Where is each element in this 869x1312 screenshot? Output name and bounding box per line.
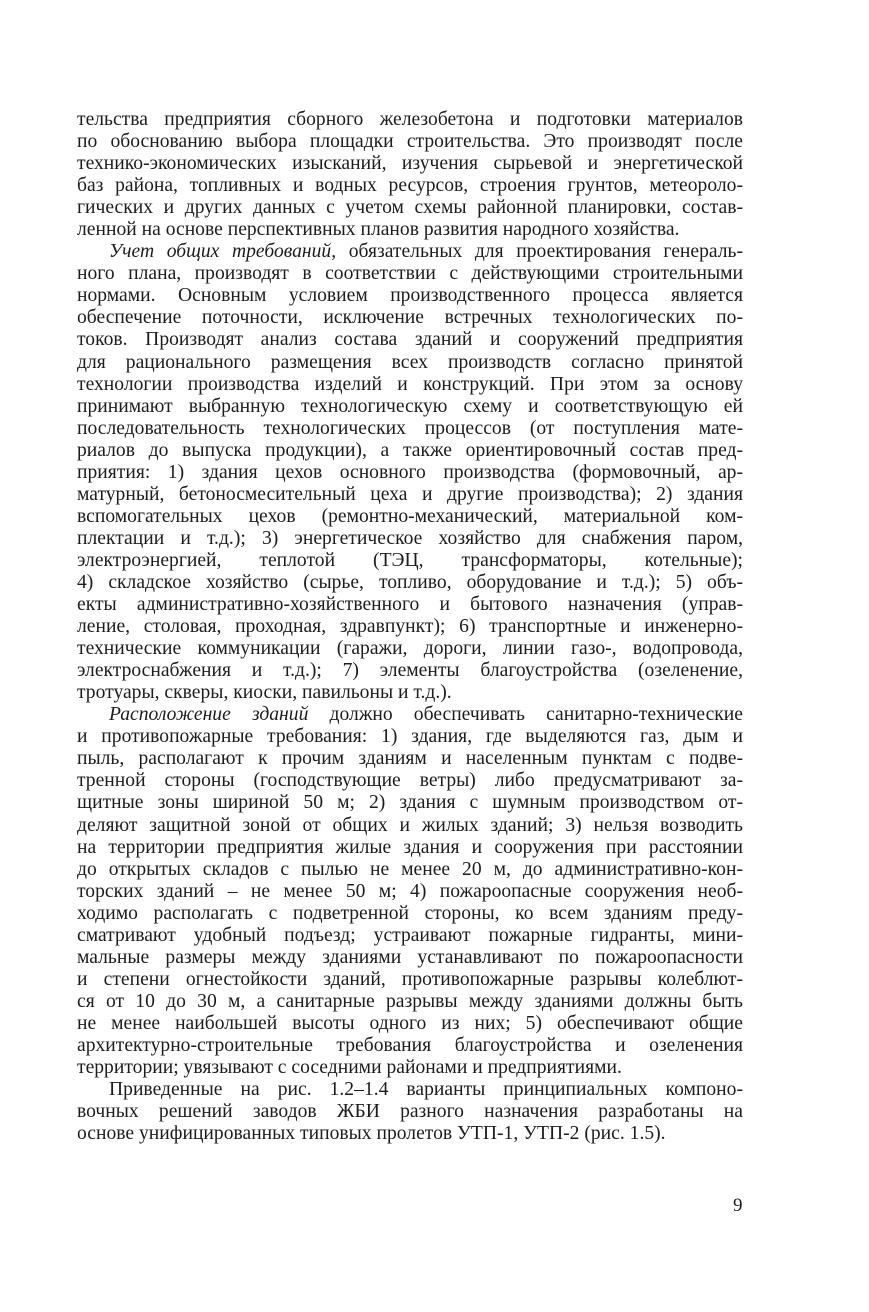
text-line	[77, 1101, 743, 1123]
line-text: архитектурно-строительные требования благоустройства и озеленения	[77, 1034, 743, 1056]
line-text: для рационального размещения всех производств согласно принятой	[77, 351, 743, 373]
line-text: и противопожарные требования: 1) здания, где выделяются газ, дым и	[77, 726, 743, 748]
text-line	[77, 991, 743, 1013]
text-line	[77, 947, 743, 969]
line-text: и степени огнестойкости зданий, противопожарные разрывы колеблют-	[77, 968, 743, 990]
text-line	[77, 903, 743, 925]
text-line	[77, 792, 743, 814]
italic-term: Расположение зданий	[109, 704, 309, 726]
line-text: 4) складское хозяйство (сырье, топливо, оборудование и т.д.); 5) объ-	[77, 571, 743, 593]
line-text: вспомогательных цехов (ремонтно-механический, материальной ком-	[77, 505, 743, 527]
text-line	[77, 550, 743, 572]
text-line	[77, 175, 743, 197]
text-line	[77, 307, 743, 329]
text-line	[77, 263, 743, 285]
line-text: ленной на основе перспективных планов развития народного хозяйства.	[77, 219, 680, 241]
line-text: екты административно-хозяйственного и бытового назначения (управ-	[77, 594, 743, 616]
text-line	[77, 1035, 743, 1057]
line-text: приятия: 1) здания цехов основного производства (формовочный, ар-	[77, 461, 743, 483]
line-text: ся от 10 до 30 м, а санитарные разрывы между зданиями должны быть	[77, 990, 743, 1012]
text-line	[77, 770, 743, 792]
line-text: технические коммуникации (гаражи, дороги, линии газо-, водопровода,	[77, 638, 743, 660]
page-number: 9	[733, 1195, 743, 1216]
text-line	[77, 219, 743, 241]
text-line	[77, 594, 743, 616]
line-text: нормами. Основным условием производственного процесса является	[77, 285, 743, 307]
text-line	[77, 396, 743, 418]
text-line	[77, 109, 743, 131]
text-line	[77, 925, 743, 947]
line-text: торских зданий – не менее 50 м; 4) пожароопасные сооружения необ-	[77, 880, 743, 902]
text-line	[77, 352, 743, 374]
text-line	[77, 1057, 743, 1079]
line-text: ление, столовая, проходная, здравпункт); 6) транспортные и инженерно-	[77, 616, 743, 638]
text-line	[77, 329, 743, 351]
text-line	[77, 704, 743, 726]
line-text: не менее наибольшей высоты одного из них; 5) обеспечивают общие	[77, 1012, 743, 1034]
line-text: территории; увязывают с соседними районами и предприятиями.	[77, 1057, 622, 1079]
body-text	[77, 109, 743, 1145]
line-text: , обязательных для проектирования генераль-	[331, 241, 743, 263]
line-text: на территории предприятия жилые здания и сооружения при расстоянии	[77, 836, 743, 858]
text-line	[77, 484, 743, 506]
line-text: ного плана, производят в соответствии с действующими строительными	[77, 263, 743, 285]
line-text: последовательность технологических процессов (от поступления мате-	[77, 417, 743, 439]
line-text: должно обеспечивать санитарно-технические	[308, 704, 743, 726]
text-line	[77, 837, 743, 859]
line-text: баз района, топливных и водных ресурсов, строения грунтов, метеороло-	[77, 175, 743, 197]
text-line	[77, 638, 743, 660]
line-text: плектации и т.д.); 3) энергетическое хозяйство для снабжения паром,	[77, 527, 743, 549]
text-line	[77, 506, 743, 528]
line-text: сматривают удобный подъезд; устраивают пожарные гидранты, мини-	[77, 924, 743, 946]
text-line	[77, 815, 743, 837]
text-line	[77, 285, 743, 307]
line-text: гических и других данных с учетом схемы районной планировки, состав-	[77, 197, 743, 219]
line-text: матурный, бетоносмесительный цеха и другие производства); 2) здания	[77, 483, 743, 505]
line-text: электроснабжения и т.д.); 7) элементы благоустройства (озеленение,	[77, 660, 743, 682]
text-line	[77, 572, 743, 594]
line-text: щитные зоны шириной 50 м; 2) здания с шумным производством от-	[77, 792, 743, 814]
line-text: вочных решений заводов ЖБИ разного назначения разработаны на	[77, 1101, 743, 1123]
text-line	[77, 969, 743, 991]
text-line	[77, 881, 743, 903]
text-line	[77, 682, 743, 704]
line-text: технико-экономических изысканий, изучения сырьевой и энергетической	[77, 153, 743, 175]
line-text: принимают выбранную технологическую схему и соответствующую ей	[77, 395, 743, 417]
text-line	[77, 1123, 743, 1145]
line-text: технологии производства изделий и конструкций. При этом за основу	[77, 373, 743, 395]
text-line	[77, 374, 743, 396]
text-line	[77, 241, 743, 263]
line-text: риалов до выпуска продукции), а также ориентировочный состав пред-	[77, 439, 743, 461]
text-line	[77, 197, 743, 219]
line-text: тельства предприятия сборного железобетона и подготовки материалов	[77, 109, 743, 130]
line-text: пыль, располагают к прочим зданиям и населенным пунктам с подве-	[77, 748, 743, 770]
text-line	[77, 726, 743, 748]
text-line	[77, 1013, 743, 1035]
line-text: тротуары, скверы, киоски, павильоны и т.д.).	[77, 682, 452, 704]
line-text: тренной стороны (господствующие ветры) либо предусматривают за-	[77, 770, 743, 792]
line-text: по обоснованию выбора площадки строительства. Это производят после	[77, 131, 743, 153]
text-line	[77, 153, 743, 175]
line-text: электроэнергией, теплотой (ТЭЦ, трансформаторы, котельные);	[77, 549, 743, 571]
line-text: мальные размеры между зданиями устанавливают по пожароопасности	[77, 946, 743, 968]
line-text: Приведенные на рис. 1.2–1.4 варианты принципиальных компоно-	[109, 1079, 743, 1101]
text-line	[77, 131, 743, 153]
text-line	[77, 859, 743, 881]
line-text: ходимо располагать с подветренной стороны, ко всем зданиям преду-	[77, 902, 743, 924]
line-text: обеспечение поточности, исключение встречных технологических по-	[77, 307, 743, 329]
line-text: токов. Производят анализ состава зданий и сооружений предприятия	[77, 329, 743, 351]
text-line	[77, 748, 743, 770]
text-line	[77, 616, 743, 638]
text-line	[77, 462, 743, 484]
text-line	[77, 418, 743, 440]
line-text: до открытых складов с пылью не менее 20 м, до административно-кон-	[77, 858, 743, 880]
line-text: основе унифицированных типовых пролетов УТП-1, УТП-2 (рис. 1.5).	[77, 1123, 666, 1145]
text-line	[77, 440, 743, 462]
italic-term: Учет общих требований	[109, 241, 332, 263]
line-text: деляют защитной зоной от общих и жилых зданий; 3) нельзя возводить	[77, 814, 743, 836]
text-line	[77, 1079, 743, 1101]
text-line	[77, 528, 743, 550]
text-line	[77, 660, 743, 682]
